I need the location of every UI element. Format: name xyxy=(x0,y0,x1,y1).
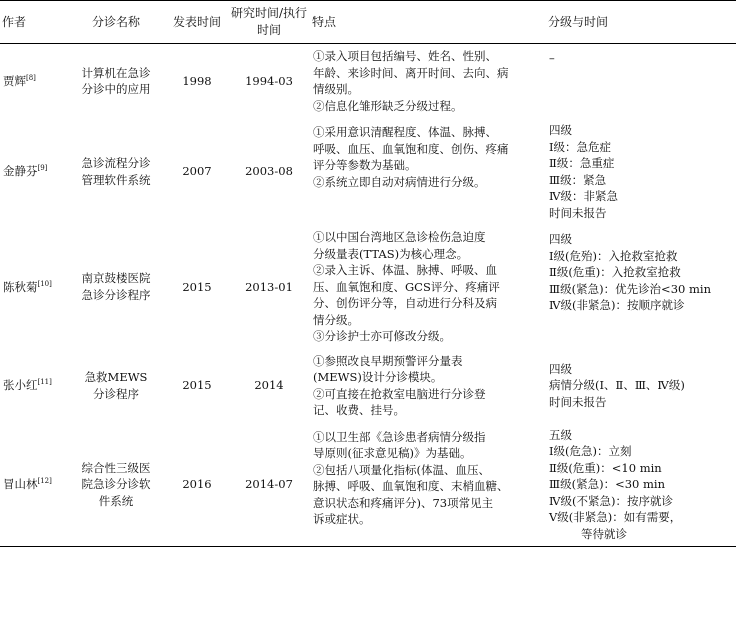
feature-line: 导原则(征求意见稿)》为基础。 xyxy=(313,446,472,460)
triage-name-line: 件系统 xyxy=(98,493,134,508)
feature-line: 脉搏、呼吸、血氧饱和度、末梢血糖、 xyxy=(313,479,509,493)
author-name: 贾辉 xyxy=(3,73,26,88)
triage-name-line: 南京鼓楼医院 xyxy=(81,271,151,286)
grading-line: 病情分级(Ⅰ、Ⅱ、Ⅲ、Ⅳ级) xyxy=(549,378,685,393)
author-cell xyxy=(0,44,66,119)
table-row xyxy=(0,349,736,423)
triage-name-line: 综合性三级医 xyxy=(81,460,151,475)
header-publish-year: 发表时间 xyxy=(166,1,228,44)
features-cell xyxy=(310,118,546,225)
triage-name-line: 分诊程序 xyxy=(93,386,139,401)
feature-line: 评分等参数为基础。 xyxy=(313,158,417,172)
grading-line: Ⅱ级(危重)：<10 min xyxy=(549,460,662,475)
triage-name-cell xyxy=(66,44,166,119)
grading-line: Ⅰ级：急危症 xyxy=(549,139,612,154)
triage-name-line: 分诊中的应用 xyxy=(81,82,151,96)
reference-mark: [11] xyxy=(37,378,52,387)
study-period: 2003-08 xyxy=(245,164,293,179)
grading-line: – xyxy=(549,51,555,65)
grading-line: Ⅱ级(危重)：入抢救室抢救 xyxy=(549,265,681,279)
grading-line: Ⅱ级：急重症 xyxy=(549,156,615,170)
triage-name-line: 急诊流程分诊 xyxy=(81,156,151,170)
triage-name-line: 急救MEWS xyxy=(84,370,148,384)
grading-line: 四级 xyxy=(549,361,572,376)
study-period: 2014 xyxy=(254,378,284,393)
feature-line: ②可直接在抢救室电脑进行分诊登 xyxy=(313,386,486,401)
table-row xyxy=(0,225,736,349)
grading-line: Ⅲ级(紧急)：优先诊治<30 min xyxy=(549,281,711,296)
grading-line: Ⅰ级(危殆)：入抢救室抢救 xyxy=(549,248,678,263)
triage-name-line: 计算机在急诊 xyxy=(81,65,151,80)
feature-line: ②信息化雏形缺乏分级过程。 xyxy=(313,98,463,113)
grading-line: 四级 xyxy=(549,123,572,137)
table-row xyxy=(0,118,736,225)
publish-year: 2015 xyxy=(182,279,212,294)
publish-year: 1998 xyxy=(182,73,212,88)
feature-line: 意识状态和疼痛评分)、73项常见主 xyxy=(313,495,494,510)
triage-name-cell xyxy=(66,118,166,225)
grading-line: 等待就诊 xyxy=(581,526,627,541)
publish-year: 2015 xyxy=(182,378,212,393)
features-cell xyxy=(310,423,546,547)
study-period: 2014-07 xyxy=(228,423,310,547)
header-grading: 分级与时间 xyxy=(546,1,736,44)
triage-name-line: 管理软件系统 xyxy=(81,172,151,187)
grading-line: 四级 xyxy=(549,232,572,246)
feature-line: 情级别。 xyxy=(313,82,359,96)
feature-line: (MEWS)设计分诊模块。 xyxy=(313,370,443,384)
feature-line: 诉或症状。 xyxy=(313,512,371,526)
author-name: 陈秋菊 xyxy=(3,279,38,294)
author-name: 张小红 xyxy=(3,378,38,393)
feature-line: ②录入主诉、体温、脉搏、呼吸、血 xyxy=(313,263,497,277)
author-name: 金静芬 xyxy=(3,164,38,179)
author-cell xyxy=(0,349,66,423)
feature-line: 年龄、来诊时间、离开时间、去向、病 xyxy=(313,65,509,80)
publish-year: 2007 xyxy=(182,164,212,179)
feature-line: 压、血氧饱和度、GCS评分、疼痛评 xyxy=(313,279,500,294)
feature-line: ②包括八项量化指标(体温、血压、 xyxy=(313,462,490,477)
triage-name-line: 院急诊分诊软 xyxy=(81,477,151,491)
author-cell xyxy=(0,423,66,547)
feature-line: 分、创伤评分等，自动进行分科及病 xyxy=(313,296,497,310)
features-cell xyxy=(310,349,546,423)
grading-line: Ⅲ级(紧急)：<30 min xyxy=(549,477,665,491)
feature-line: ①以中国台湾地区急诊检伤急迫度 xyxy=(313,230,486,244)
grading-line: 时间未报告 xyxy=(549,394,607,409)
grading-line: Ⅴ级(非紧急)：如有需要， xyxy=(549,510,682,524)
table-row xyxy=(0,423,736,547)
header-author: 作者 xyxy=(0,1,66,44)
publish-year: 2016 xyxy=(166,423,228,547)
grading-line: 五级 xyxy=(549,427,572,442)
feature-line: ①以卫生部《急诊患者病情分级指 xyxy=(313,429,486,444)
header-study-period: 研究时间/执行时间 xyxy=(228,1,310,44)
grading-cell xyxy=(546,349,736,423)
reference-mark: [12] xyxy=(37,477,52,486)
author-name: 冒山林 xyxy=(3,477,38,491)
feature-line: 记、收费、挂号。 xyxy=(313,403,405,417)
table-row xyxy=(0,44,736,119)
grading-line: Ⅳ级：非紧急 xyxy=(549,189,618,203)
grading-cell xyxy=(546,423,736,547)
author-cell xyxy=(0,225,66,349)
reference-mark: [8] xyxy=(26,73,36,82)
feature-line: ①采用意识清醒程度、体温、脉搏、 xyxy=(313,125,497,139)
feature-line: 分级量表(TTAS)为核心理念。 xyxy=(313,246,469,261)
feature-line: ②系统立即自动对病情进行分级。 xyxy=(313,174,486,189)
author-cell xyxy=(0,118,66,225)
feature-line: ③分诊护士亦可修改分级。 xyxy=(313,329,451,343)
header-triage-name: 分诊名称 xyxy=(66,1,166,44)
grading-cell xyxy=(546,118,736,225)
grading-cell xyxy=(546,225,736,349)
grading-line: Ⅳ级(不紧急)：按序就诊 xyxy=(549,493,673,508)
header-row xyxy=(0,1,736,44)
grading-cell xyxy=(546,44,736,119)
feature-line: ①录入项目包括编号、姓名、性别、 xyxy=(313,49,497,63)
feature-line: 呼吸、血压、血氧饱和度、创伤、疼痛 xyxy=(313,141,509,156)
reference-mark: [10] xyxy=(37,279,52,288)
header-features: 特点 xyxy=(310,1,546,44)
feature-line: 情分级。 xyxy=(313,312,359,327)
feature-line: ①参照改良早期预警评分量表 xyxy=(313,353,463,368)
grading-line: Ⅲ级：紧急 xyxy=(549,172,607,187)
triage-name-cell xyxy=(66,225,166,349)
features-cell xyxy=(310,44,546,119)
grading-line: Ⅰ级(危急)：立刻 xyxy=(549,444,632,458)
study-period: 1994-03 xyxy=(245,73,293,88)
triage-name-cell xyxy=(66,423,166,547)
reference-mark: [9] xyxy=(37,164,48,173)
features-cell xyxy=(310,225,546,349)
triage-name-line: 急诊分诊程序 xyxy=(81,287,151,302)
triage-name-cell xyxy=(66,349,166,423)
grading-line: Ⅳ级(非紧急)：按顺序就诊 xyxy=(549,298,685,312)
study-period: 2013-01 xyxy=(245,279,293,294)
grading-line: 时间未报告 xyxy=(549,205,607,220)
